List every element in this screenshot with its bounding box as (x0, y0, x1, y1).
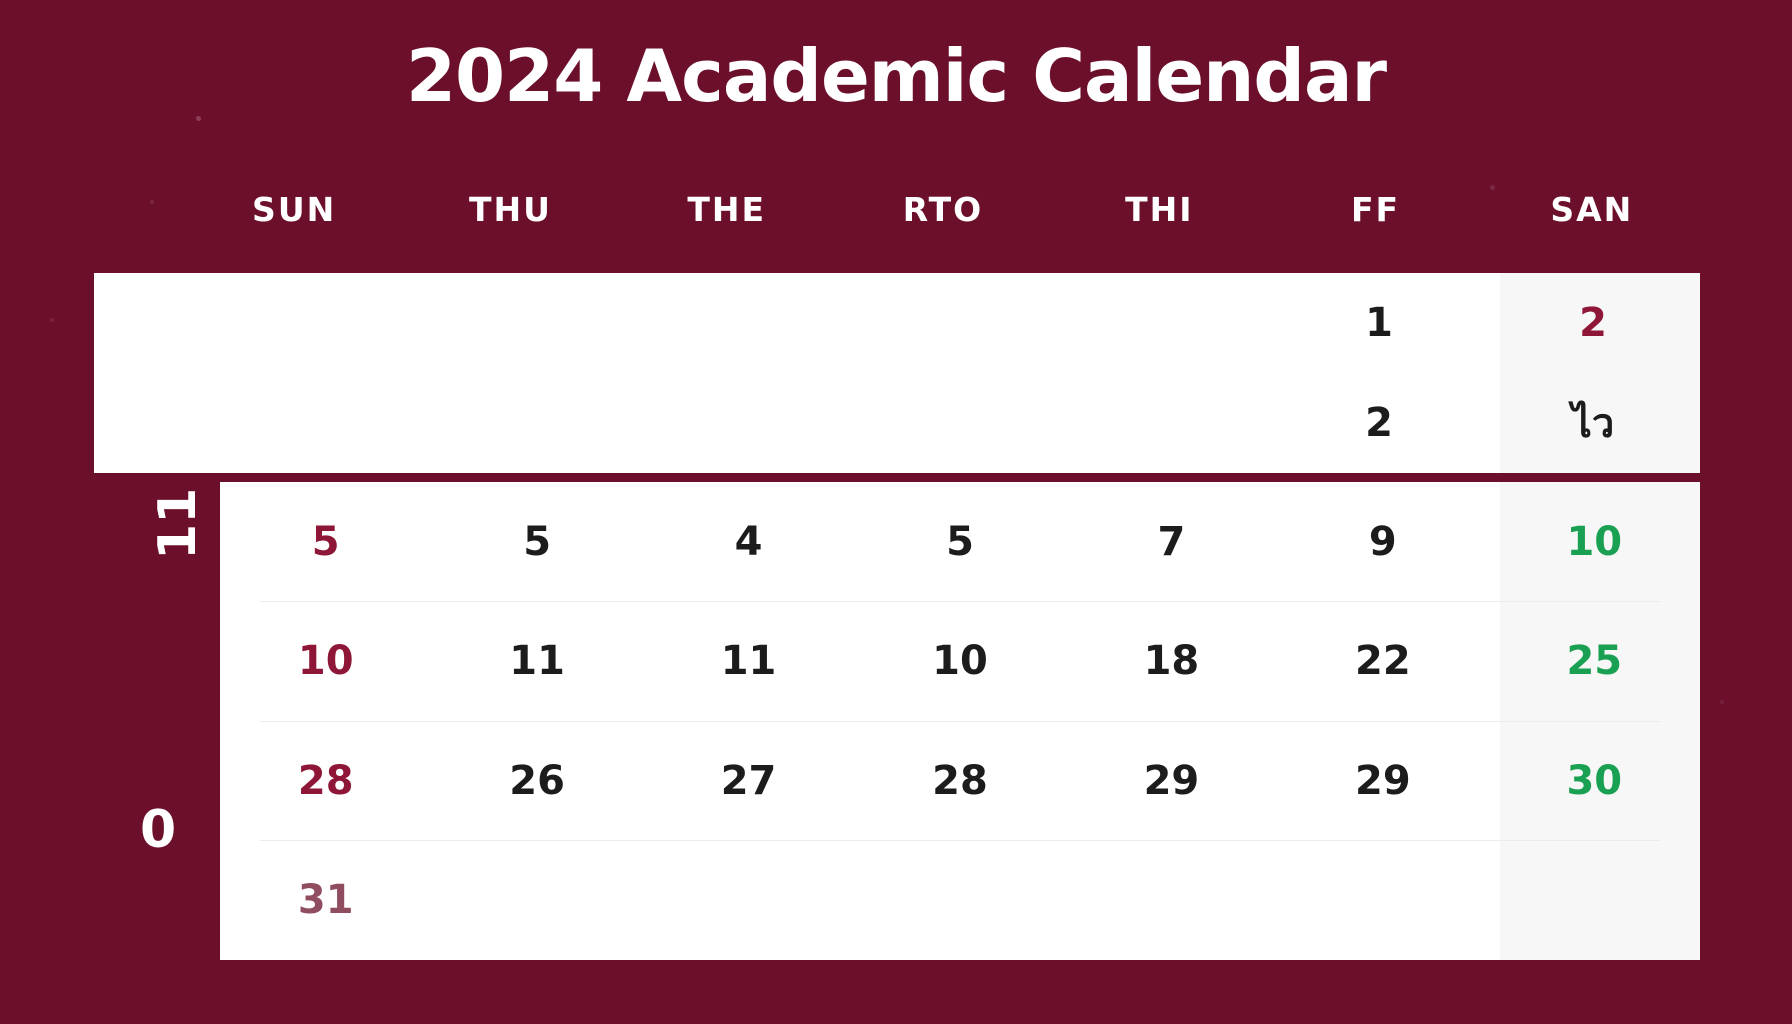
date-cell[interactable] (1277, 841, 1488, 961)
date-cell[interactable] (854, 841, 1065, 961)
row-divider (260, 840, 1660, 841)
date-cell[interactable]: 5 (311, 518, 340, 565)
band-top-grid (202, 273, 1700, 473)
weekday-label-the: THE (687, 190, 767, 229)
date-cell[interactable]: 18 (1143, 638, 1200, 685)
date-cell[interactable]: 28 (932, 757, 988, 804)
date-cell[interactable] (844, 373, 1058, 473)
date-cell[interactable]: 29 (1355, 757, 1411, 804)
date-cell[interactable]: 30 (1566, 757, 1623, 804)
date-cell[interactable] (643, 841, 854, 961)
weekday-label-rto: RTO (902, 190, 984, 229)
date-cell[interactable]: 29 (1143, 757, 1200, 804)
date-cell[interactable] (431, 841, 642, 961)
date-cell[interactable]: 10 (297, 638, 354, 685)
date-cell[interactable] (630, 273, 844, 373)
date-cell[interactable]: 2 (1579, 300, 1607, 346)
weekday-label-sun: SUN (252, 190, 337, 229)
weekday-header (186, 190, 1700, 229)
calendar-band-main (220, 482, 1700, 960)
date-cell[interactable] (1058, 273, 1272, 373)
weekday-label-thi: THI (1125, 190, 1194, 229)
date-cell[interactable]: 28 (297, 757, 354, 804)
date-cell[interactable]: 7 (1157, 518, 1186, 565)
background-speck (50, 318, 54, 322)
date-cell[interactable]: 11 (509, 638, 565, 685)
weekday-label-san: SAN (1550, 190, 1634, 229)
weekday-label-ff: FF (1351, 190, 1401, 229)
date-cell[interactable]: 11 (720, 638, 777, 685)
date-cell[interactable]: 26 (509, 757, 565, 804)
date-cell[interactable] (416, 373, 630, 473)
row-divider (260, 721, 1660, 722)
date-cell[interactable]: 25 (1566, 638, 1623, 685)
background-speck (1720, 700, 1724, 704)
date-cell-note[interactable]: ไว (1571, 401, 1615, 447)
date-cell[interactable]: 22 (1355, 638, 1411, 685)
weekday-label-thu: THU (468, 190, 552, 229)
band-top-inner (94, 273, 1700, 473)
date-cell[interactable]: 4 (734, 518, 763, 565)
date-cell[interactable]: 5 (946, 518, 974, 565)
date-cell[interactable] (1058, 373, 1272, 473)
date-cell[interactable] (416, 273, 630, 373)
date-cell[interactable]: 27 (720, 757, 777, 804)
edge-month-label-top: 1 (140, 340, 177, 400)
calendar-band-top (94, 273, 1700, 473)
background-speck (196, 116, 201, 121)
date-cell[interactable] (1489, 841, 1700, 961)
date-cell[interactable] (202, 273, 416, 373)
date-cell[interactable]: 2 (1365, 400, 1393, 446)
date-cell[interactable]: 5 (523, 518, 552, 565)
date-cell[interactable]: 31 (297, 877, 354, 924)
page-title: 2024 Academic Calendar (405, 34, 1387, 118)
date-cell[interactable] (844, 273, 1058, 373)
background-speck (150, 200, 154, 204)
date-cell[interactable]: 9 (1368, 518, 1397, 565)
date-cell[interactable]: 10 (932, 638, 988, 685)
edge-month-label-middle: 11 (148, 487, 208, 560)
date-cell[interactable] (630, 373, 844, 473)
date-cell[interactable]: 1 (1365, 300, 1393, 346)
date-cell[interactable] (1066, 841, 1277, 961)
date-cell[interactable] (202, 373, 416, 473)
edge-month-label-bottom: 0 (140, 800, 177, 860)
date-cell[interactable]: 10 (1566, 518, 1623, 565)
row-divider (260, 601, 1660, 602)
